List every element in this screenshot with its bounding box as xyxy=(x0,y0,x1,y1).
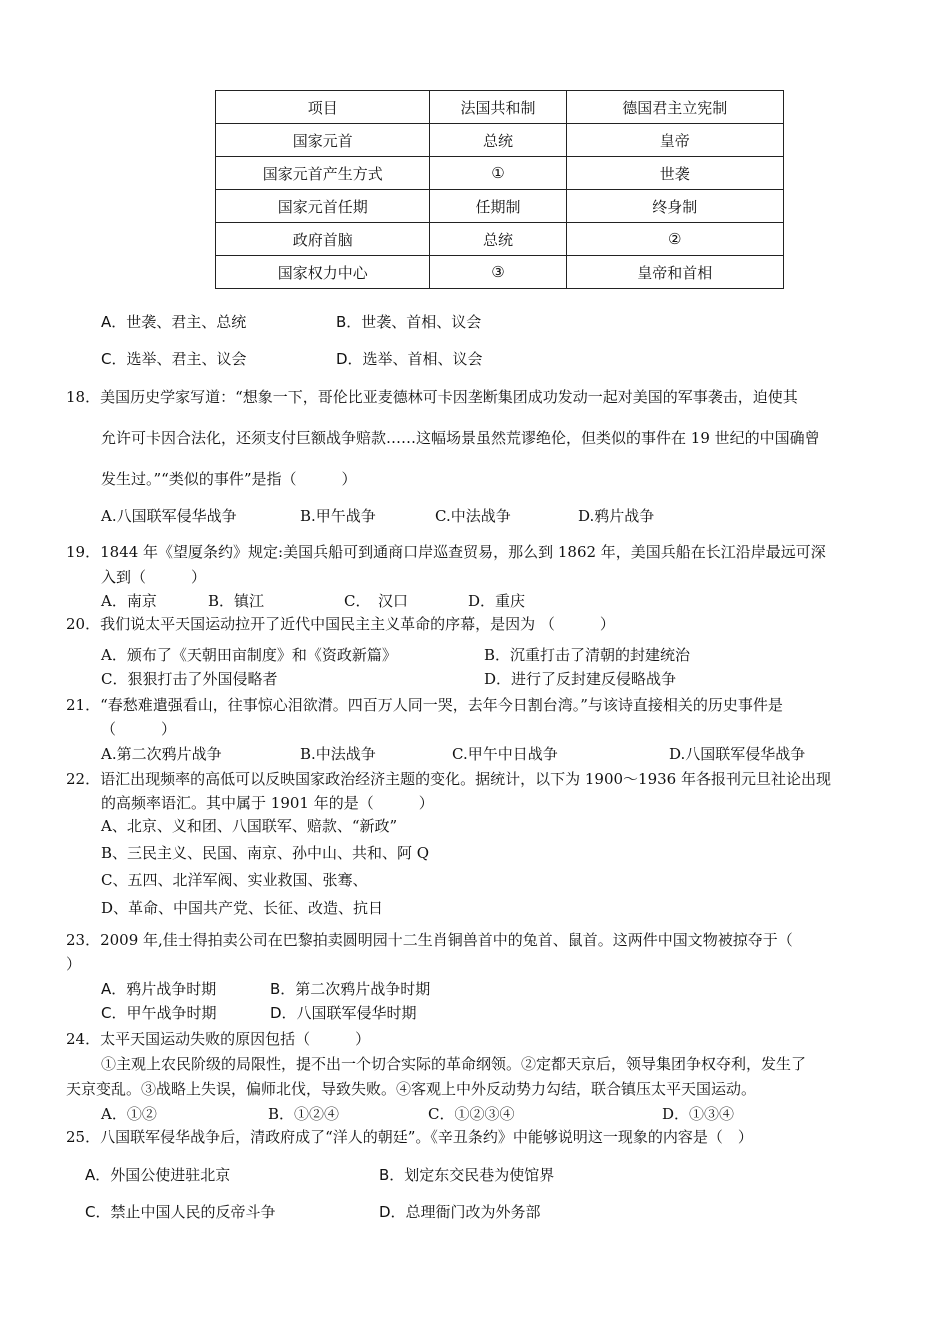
q18-option-a: A.八国联军侵华战争 xyxy=(101,507,237,525)
q23-stem-line1: 23．2009 年,佳士得拍卖公司在巴黎拍卖圆明园十二生肖铜兽首中的兔首、鼠首。这两件中国文物被掠夺于（ xyxy=(66,931,793,949)
table-header-row xyxy=(216,91,784,124)
q17-option-c: C．选举、君主、议会 xyxy=(101,350,247,368)
q19-option-c: C． 汉口 xyxy=(344,592,408,610)
q25-option-c: C．禁止中国人民的反帝斗争 xyxy=(85,1203,276,1221)
q25-option-a: A．外国公使进驻北京 xyxy=(85,1166,231,1184)
q22-stem-line2: 的高频率语汇。其中属于 1901 年的是（ ） xyxy=(101,794,434,812)
q22-stem-line1: 22．语汇出现频率的高低可以反映国家政治经济主题的变化。据统计，以下为 1900～1936 年各报刊元旦社论出现 xyxy=(66,770,831,788)
table-cell: 皇帝和首相 xyxy=(566,256,783,289)
q23-option-b: B．第二次鸦片战争时期 xyxy=(270,980,431,998)
table-cell: 国家元首产生方式 xyxy=(216,157,430,190)
q21-option-b: B.中法战争 xyxy=(300,745,376,763)
table-cell: 任期制 xyxy=(430,190,566,223)
q24-option-b: B．①②④ xyxy=(268,1105,340,1123)
q22-option-c: C、五四、北洋军阀、实业救国、张骞、 xyxy=(101,871,368,889)
q24-stem-line3: 天京变乱。③战略上失误，偏师北伐，导致失败。④客观上中外反动势力勾结，联合镇压太平天国运动。 xyxy=(66,1080,757,1098)
q18-stem-line1: 18．美国历史学家写道：“想象一下，哥伦比亚麦德林可卡因垄断集团成功发动一起对美国的军事袭击，迫使其 xyxy=(66,388,798,406)
q25-stem-line1: 25．八国联军侵华战争后，清政府成了“洋人的朝廷”。《辛丑条约》中能够说明这一现象的内容是（ ） xyxy=(66,1128,753,1146)
table-cell: 国家权力中心 xyxy=(216,256,430,289)
comparison-table xyxy=(215,90,784,289)
table-cell: 总统 xyxy=(430,223,566,256)
table-cell: ② xyxy=(566,223,783,256)
table-cell: 皇帝 xyxy=(566,124,783,157)
q20-option-c: C．狠狠打击了外国侵略者 xyxy=(101,670,278,688)
q25-option-d: D．总理衙门改为外务部 xyxy=(379,1203,541,1221)
q20-stem-line1: 20．我们说太平天国运动拉开了近代中国民主主义革命的序幕，是因为 （ ） xyxy=(66,615,615,633)
q21-option-c: C.甲午中日战争 xyxy=(452,745,558,763)
q21-option-a: A.第二次鸦片战争 xyxy=(101,745,222,763)
table-cell: 终身制 xyxy=(566,190,783,223)
table-row xyxy=(216,190,784,223)
table-header-cell: 法国共和制 xyxy=(430,91,566,124)
q22-option-b: B、三民主义、民国、南京、孙中山、共和、阿 Q xyxy=(101,844,430,862)
table-cell: 总统 xyxy=(430,124,566,157)
q18-option-c: C.中法战争 xyxy=(435,507,511,525)
q23-option-a: A．鸦片战争时期 xyxy=(101,980,217,998)
q21-stem-line1: 21．“春愁难遣强看山，往事惊心泪欲潸。四百万人同一哭，去年今日割台湾。”与该诗直接相关的历史事件是 xyxy=(66,696,783,714)
table-cell: ③ xyxy=(430,256,566,289)
q19-stem-line2: 入到（ ） xyxy=(101,568,207,586)
table-header-cell: 德国君主立宪制 xyxy=(566,91,783,124)
q19-option-b: B．镇江 xyxy=(208,592,265,610)
table-row xyxy=(216,157,784,190)
q22-option-a: A、北京、义和团、八国联军、赔款、“新政” xyxy=(101,817,398,835)
table-row xyxy=(216,256,784,289)
q24-stem-line2: ①主观上农民阶级的局限性，提不出一个切合实际的革命纲领。②定都天京后，领导集团争权夺利，发生了 xyxy=(101,1055,807,1073)
q18-stem-line2: 允许可卡因合法化，还须支付巨额战争赔款……这幅场景虽然荒谬绝伦，但类似的事件在 19 世纪的中国确曾 xyxy=(101,429,820,447)
q19-option-a: A．南京 xyxy=(101,592,157,610)
table-cell: 世袭 xyxy=(566,157,783,190)
q20-option-b: B．沉重打击了清朝的封建统治 xyxy=(484,646,691,664)
q19-option-d: D．重庆 xyxy=(468,592,526,610)
table-cell: ① xyxy=(430,157,566,190)
q20-option-d: D．进行了反封建反侵略战争 xyxy=(484,670,677,688)
q24-option-c: C．①②③④ xyxy=(428,1105,515,1123)
table-header-cell: 项目 xyxy=(216,91,430,124)
q24-option-a: A．①② xyxy=(101,1105,157,1123)
q18-option-d: D.鸦片战争 xyxy=(578,507,655,525)
table-cell: 政府首脑 xyxy=(216,223,430,256)
q18-option-b: B.甲午战争 xyxy=(300,507,376,525)
q17-option-b: B．世袭、首相、议会 xyxy=(336,313,482,331)
table-cell: 国家元首 xyxy=(216,124,430,157)
q23-option-d: D．八国联军侵华时期 xyxy=(270,1004,417,1022)
q21-stem-line2: （ ） xyxy=(101,720,177,738)
q24-stem-line1: 24．太平天国运动失败的原因包括（ ） xyxy=(66,1030,371,1048)
q20-option-a: A．颁布了《天朝田亩制度》和《资政新篇》 xyxy=(101,646,397,664)
q23-stem-line2: ） xyxy=(66,955,82,973)
q22-option-d: D、革命、中国共产党、长征、改造、抗日 xyxy=(101,899,384,917)
table-row xyxy=(216,223,784,256)
q19-stem-line1: 19．1844 年《望厦条约》规定:美国兵船可到通商口岸巡查贸易，那么到 1862 年，美国兵船在长江沿岸最远可深 xyxy=(66,543,826,561)
q23-option-c: C．甲午战争时期 xyxy=(101,1004,217,1022)
q21-option-d: D.八国联军侵华战争 xyxy=(669,745,806,763)
q24-option-d: D．①③④ xyxy=(662,1105,735,1123)
q17-option-a: A．世袭、君主、总统 xyxy=(101,313,247,331)
q25-option-b: B．划定东交民巷为使馆界 xyxy=(379,1166,555,1184)
q18-stem-line3: 发生过。”“类似的事件”是指（ ） xyxy=(101,470,357,488)
q17-option-d: D．选举、首相、议会 xyxy=(336,350,483,368)
table-cell: 国家元首任期 xyxy=(216,190,430,223)
table-row xyxy=(216,124,784,157)
